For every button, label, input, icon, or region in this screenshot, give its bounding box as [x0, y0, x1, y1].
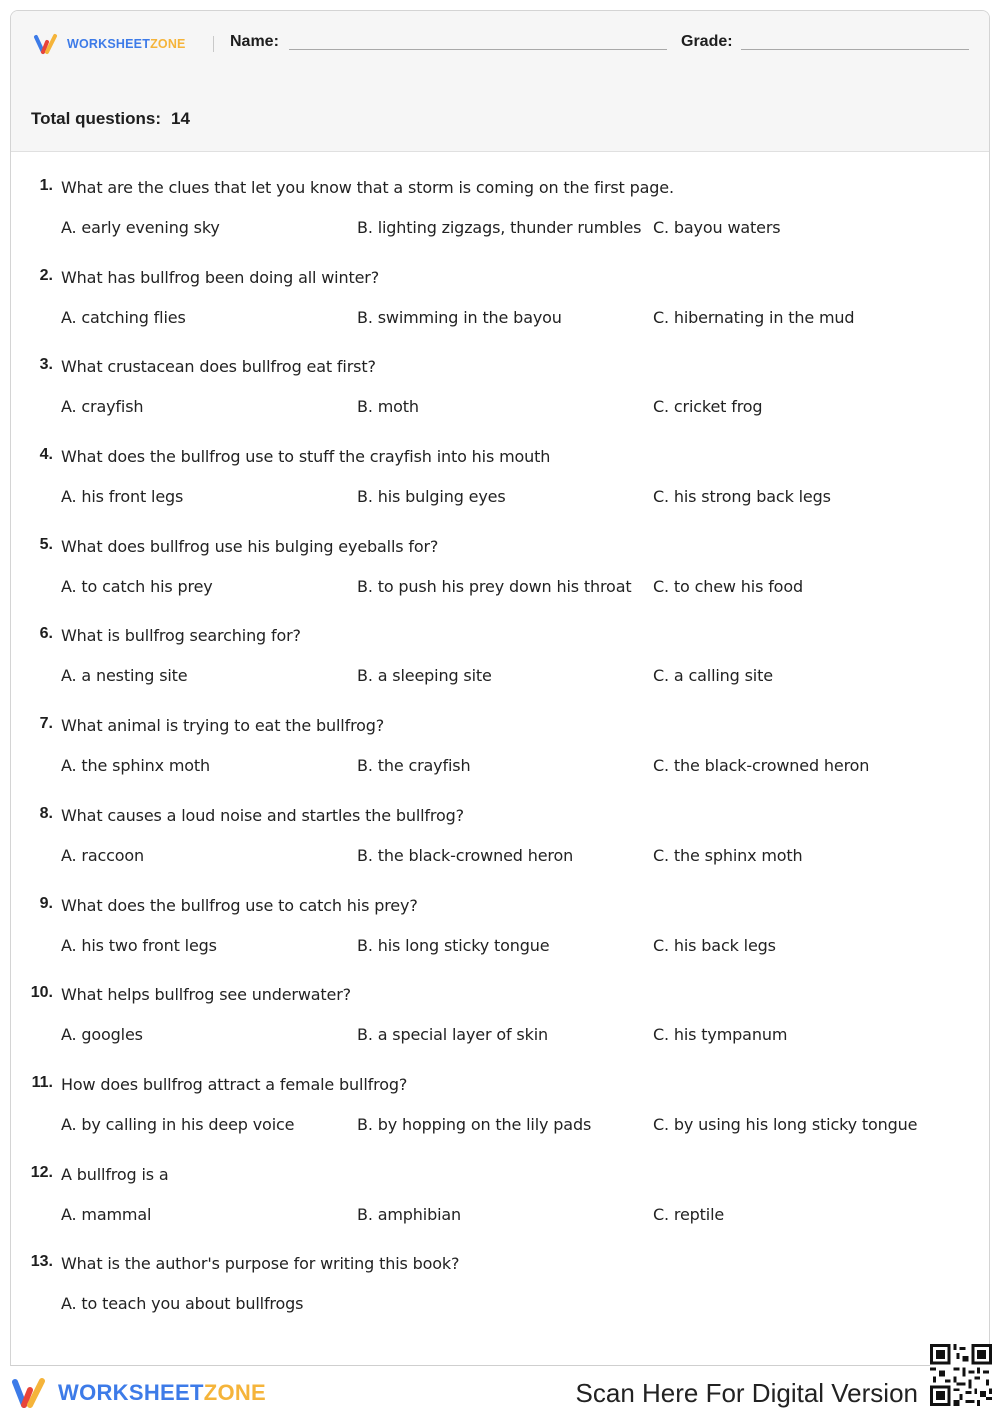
question-item — [11, 895, 989, 985]
option-a[interactable]: A. to teach you about bullfrogs — [61, 1294, 304, 1314]
option-a[interactable]: A. early evening sky — [61, 218, 220, 237]
question-number: 8. — [39, 804, 53, 822]
option-a[interactable]: A. his two front legs — [61, 935, 217, 955]
question-number: 3. — [39, 356, 53, 374]
option-a[interactable]: A. by calling in his deep voice — [61, 1114, 295, 1134]
name-field[interactable] — [289, 49, 667, 50]
option-b[interactable]: B. a special layer of skin — [357, 1025, 548, 1045]
worksheet-zone-logo-icon — [33, 33, 63, 55]
option-c[interactable]: C. the sphinx moth — [653, 845, 803, 865]
question-text: What helps bullfrog see underwater? — [61, 985, 352, 1005]
option-c[interactable]: C. to chew his food — [653, 576, 803, 596]
question-item — [11, 1253, 989, 1343]
option-c[interactable]: C. cricket frog — [653, 397, 763, 417]
question-list — [11, 177, 989, 1343]
option-b[interactable]: B. a sleeping site — [357, 666, 492, 686]
divider — [213, 36, 214, 52]
brand-name — [67, 37, 186, 51]
option-b[interactable]: B. the crayfish — [357, 756, 471, 776]
option-a[interactable]: A. his front legs — [61, 487, 184, 507]
option-c[interactable]: C. reptile — [653, 1204, 725, 1224]
question-item — [11, 446, 989, 536]
option-c[interactable]: C. hibernating in the mud — [653, 307, 855, 327]
question-item — [11, 984, 989, 1074]
option-a[interactable]: A. googles — [61, 1025, 143, 1045]
question-text: What is bullfrog searching for? — [61, 626, 301, 646]
option-b[interactable]: B. his bulging eyes — [357, 487, 506, 507]
question-number: 13. — [30, 1253, 53, 1271]
option-b[interactable]: B. lighting zigzags, thunder rumbles — [357, 218, 642, 237]
option-a[interactable]: A. a nesting site — [61, 666, 188, 686]
option-a[interactable]: A. crayfish — [61, 397, 144, 417]
option-a[interactable]: A. catching flies — [61, 307, 186, 327]
question-text: What is the author's purpose for writing this book? — [61, 1254, 460, 1274]
question-item — [11, 715, 989, 805]
question-text: What has bullfrog been doing all winter? — [61, 267, 380, 287]
question-number: 11. — [31, 1073, 53, 1091]
option-b[interactable]: B. moth — [357, 397, 419, 417]
option-c[interactable]: C. by using his long sticky tongue — [653, 1114, 918, 1134]
option-b[interactable]: B. his long sticky tongue — [357, 935, 550, 955]
question-item — [11, 805, 989, 895]
question-text: A bullfrog is a — [61, 1164, 169, 1184]
question-text: What animal is trying to eat the bullfrog? — [61, 716, 385, 736]
worksheet-zone-logo-icon — [10, 1376, 52, 1410]
question-item — [11, 625, 989, 715]
question-text: What causes a loud noise and startles the bullfrog? — [61, 805, 464, 825]
qr-code-icon[interactable] — [930, 1344, 992, 1406]
option-b[interactable]: B. the black-crowned heron — [357, 845, 574, 865]
worksheet-page — [10, 10, 990, 1366]
option-c[interactable]: C. his strong back legs — [653, 487, 831, 507]
grade-label: Grade: — [681, 33, 733, 50]
question-item — [11, 1074, 989, 1164]
option-c[interactable]: C. the black-crowned heron — [653, 756, 870, 776]
question-text: What does the bullfrog use to stuff the crayfish into his mouth — [61, 447, 551, 467]
option-c[interactable]: C. his back legs — [653, 935, 776, 955]
question-number: 10. — [30, 984, 53, 1002]
option-a[interactable]: A. to catch his prey — [61, 576, 213, 596]
question-text: What does bullfrog use his bulging eyeballs for? — [61, 536, 439, 556]
option-b[interactable]: B. swimming in the bayou — [357, 307, 562, 327]
brand-part1: WORKSHEET — [58, 1380, 204, 1405]
question-item — [11, 536, 989, 626]
question-number: 6. — [39, 625, 53, 643]
question-item — [11, 1164, 989, 1254]
question-item — [11, 177, 989, 267]
total-questions-label: Total questions: — [31, 109, 162, 128]
question-number: 7. — [39, 715, 53, 733]
brand-logo — [33, 33, 186, 55]
total-questions — [31, 109, 190, 129]
option-b[interactable]: B. to push his prey down his throat — [357, 576, 632, 596]
footer-brand-logo — [10, 1376, 266, 1410]
option-c[interactable]: C. bayou waters — [653, 218, 781, 237]
question-number: 2. — [39, 266, 53, 284]
question-text: What does the bullfrog use to catch his prey? — [61, 895, 418, 915]
option-a[interactable]: A. the sphinx moth — [61, 756, 211, 776]
name-label: Name: — [230, 33, 279, 50]
total-questions-value: 14 — [171, 109, 190, 128]
option-b[interactable]: B. by hopping on the lily pads — [357, 1114, 592, 1134]
question-number: 1. — [39, 177, 53, 194]
question-number: 5. — [39, 535, 53, 553]
question-number: 9. — [39, 894, 53, 912]
brand-part1: WORKSHEET — [67, 37, 151, 51]
option-c[interactable]: C. his tympanum — [653, 1025, 788, 1045]
brand-part2: ZONE — [150, 37, 186, 51]
question-number: 4. — [39, 446, 53, 464]
question-number: 12. — [30, 1163, 53, 1181]
option-c[interactable]: C. a calling site — [653, 666, 773, 686]
question-text: How does bullfrog attract a female bullfrog? — [61, 1074, 408, 1094]
question-item — [11, 356, 989, 446]
footer-brand-name — [58, 1380, 266, 1406]
question-text: What are the clues that let you know that a storm is coming on the first page. — [61, 178, 674, 197]
brand-part2: ZONE — [203, 1380, 267, 1405]
question-text: What crustacean does bullfrog eat first? — [61, 357, 376, 377]
option-a[interactable]: A. mammal — [61, 1204, 152, 1224]
option-a[interactable]: A. raccoon — [61, 845, 145, 865]
grade-field[interactable] — [741, 49, 969, 50]
question-item — [11, 267, 989, 357]
scan-caption: Scan Here For Digital Version — [575, 1378, 918, 1408]
option-b[interactable]: B. amphibian — [357, 1204, 462, 1224]
worksheet-header — [11, 11, 989, 152]
